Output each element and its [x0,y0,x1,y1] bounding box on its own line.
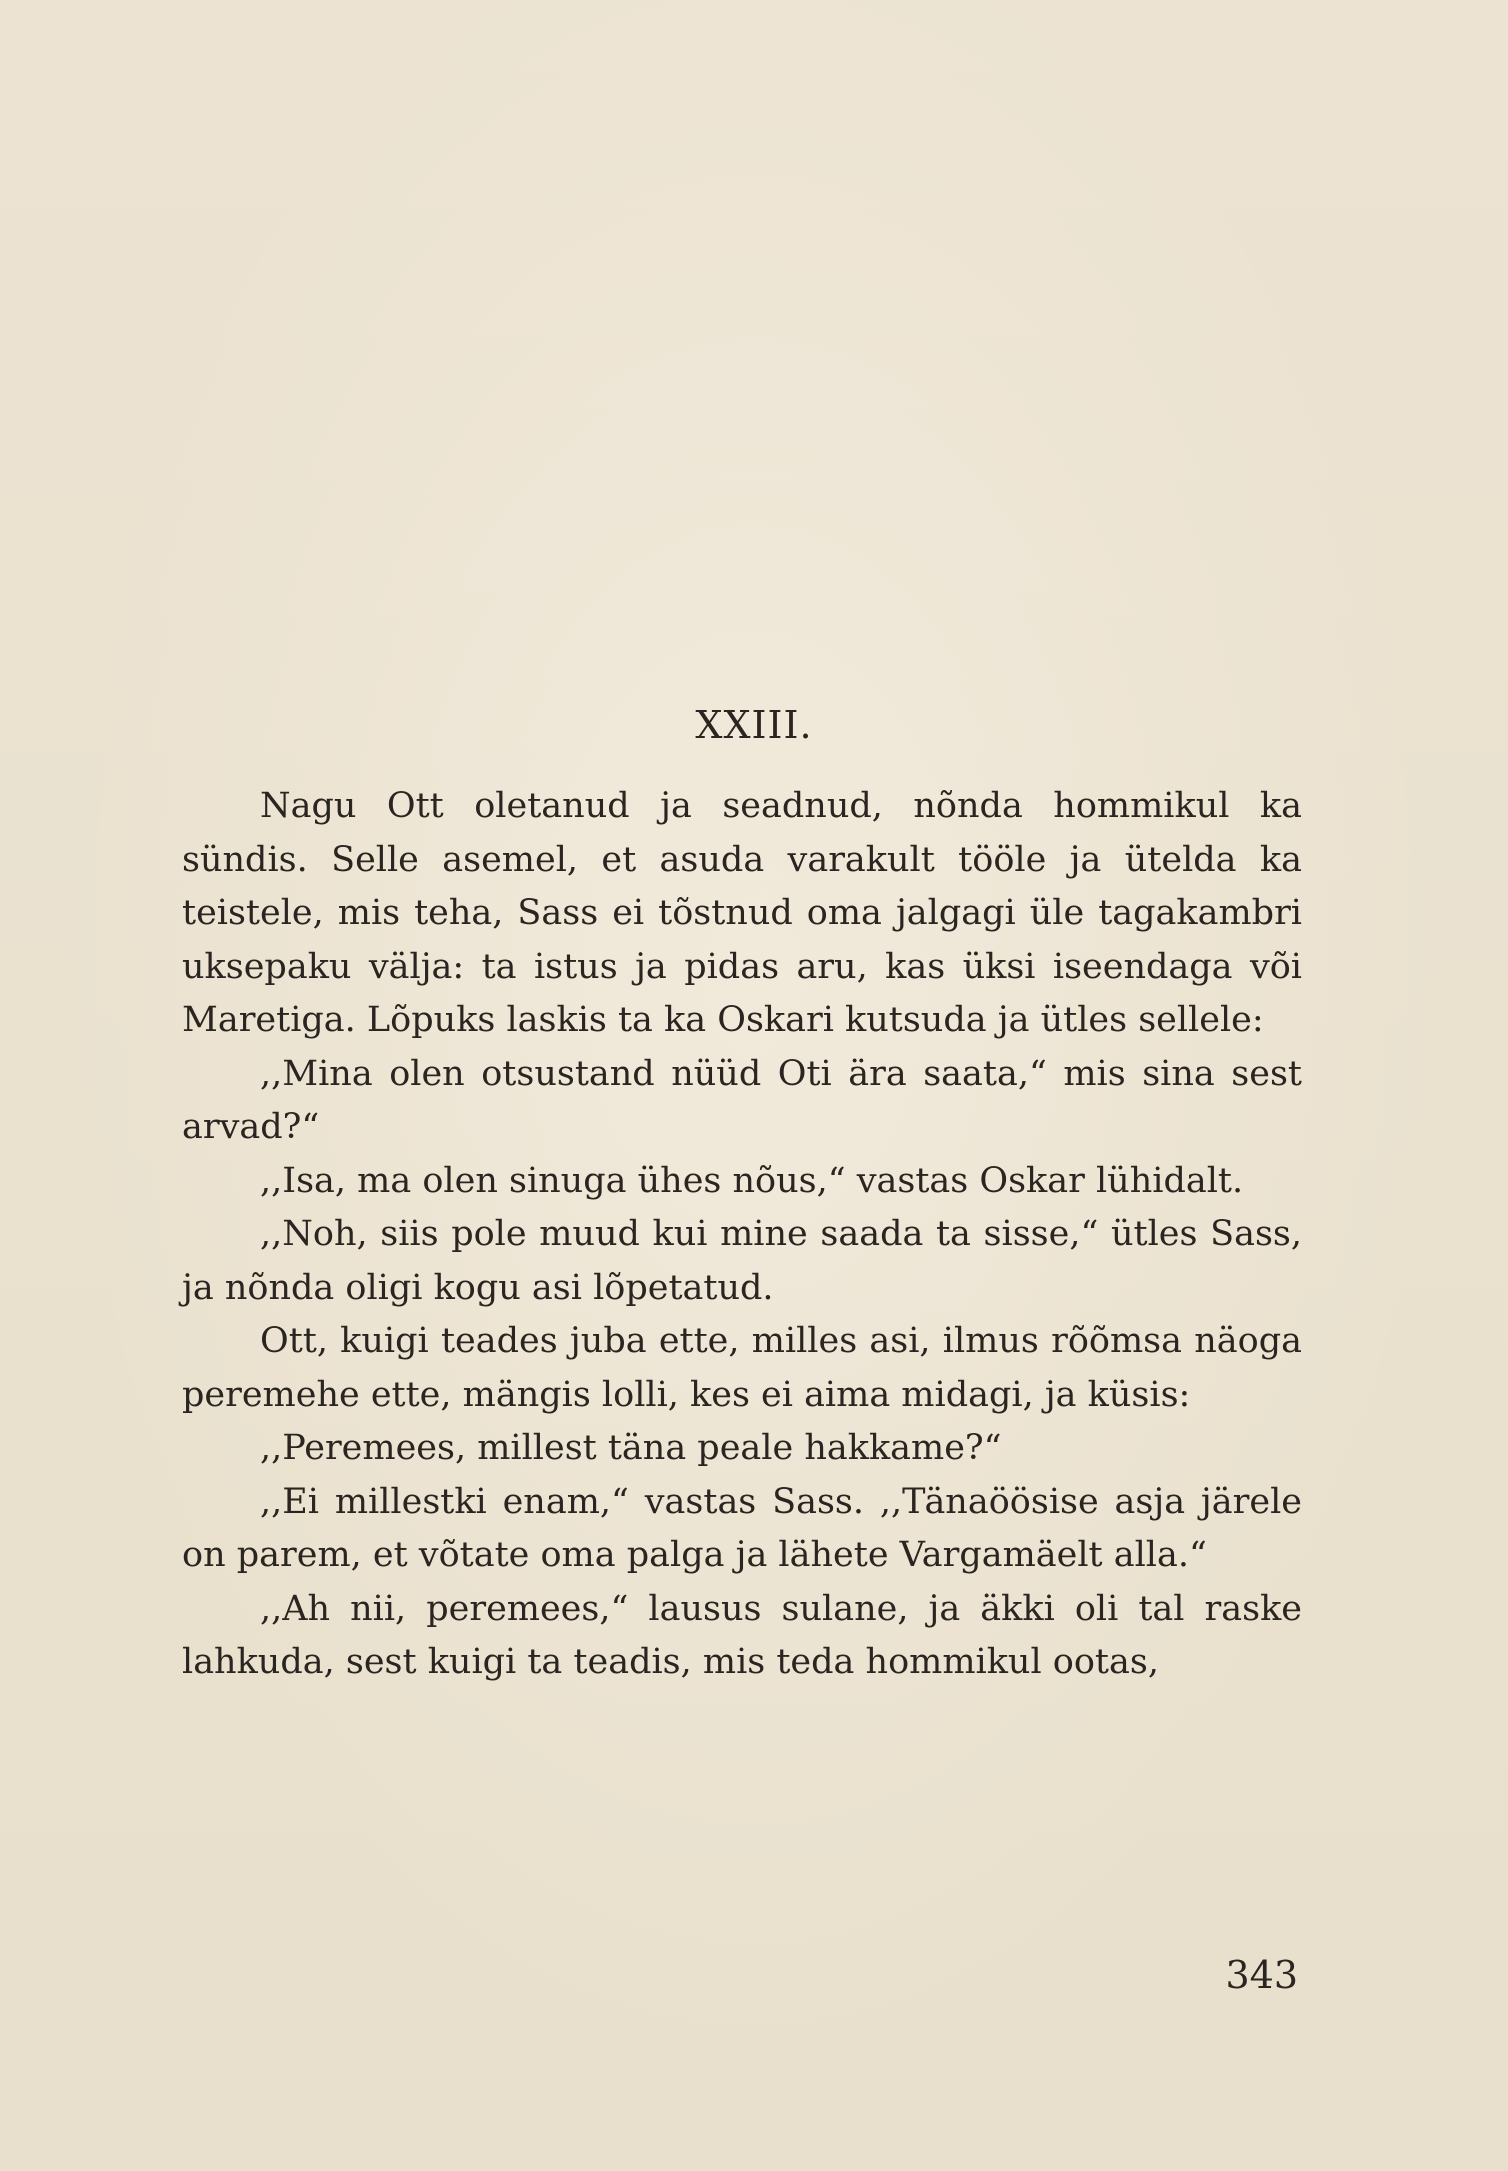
paragraph: Ott, kuigi teades juba ette, milles asi, ilmus rõõmsa näoga peremehe ette, mängis lolli, kes ei aima midagi, ja küsis: [182,1321,1302,1415]
body-text [182,780,1302,1690]
paragraph: ,,Mina olen otsustand nüüd Oti ära saata,“ mis sina sest arvad?“ [182,1053,1302,1147]
paragraph: Nagu Ott oletanud ja seadnud, nõnda hommikul ka sündis. Selle asemel, et asuda varakult tööle ja ütelda ka teistele, mis teha, Sass ei tõstnud oma jalgagi üle tagakambri uksepaku välja: ta istus ja pidas aru, kas üksi iseendaga või Maretiga. Lõpuks laskis ta ka Oskari kutsuda ja ütles sellele: [182,786,1302,1040]
paragraph: ,,Noh, siis pole muud kui mine saada ta sisse,“ ütles Sass, ja nõnda oligi kogu asi lõpetatud. [182,1214,1302,1308]
paragraph: ,,Isa, ma olen sinuga ühes nõus,“ vastas Oskar lühidalt. [260,1160,1244,1201]
page-number: 343 [1225,1953,1298,1997]
paragraph: ,,Ah nii, peremees,“ lausus sulane, ja äkki oli tal raske lahkuda, sest kuigi ta teadis, mis teda hommikul ootas, [182,1588,1302,1682]
paragraph: ,,Ei millestki enam,“ vastas Sass. ,,Tänaöösise asja järele on parem, et võtate oma palga ja lähete Vargamäelt alla.“ [182,1481,1302,1575]
paragraph: ,,Peremees, millest täna peale hakkame?“ [260,1428,1002,1468]
chapter-title: XXIII. [695,703,813,747]
